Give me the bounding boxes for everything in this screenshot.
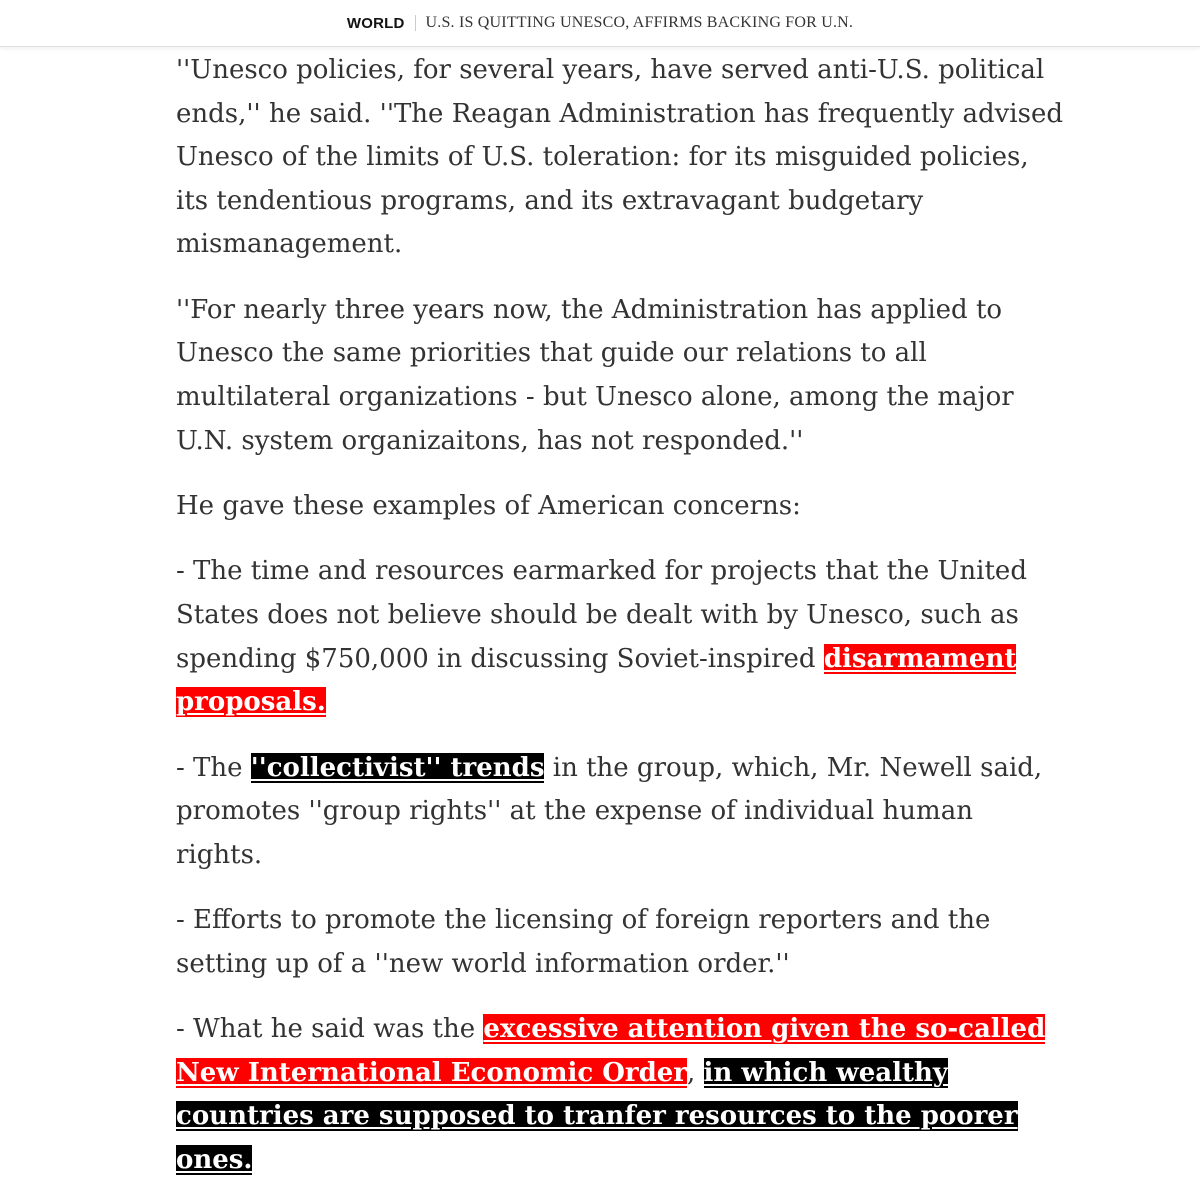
- paragraph-concern-disarmament: [176, 550, 1066, 724]
- highlight-black: ''collectivist'' trends: [250, 752, 545, 783]
- paragraph-concern-collectivist: [176, 747, 1066, 878]
- paragraph-concern-reporters: [176, 899, 1066, 986]
- top-bar: [0, 0, 1200, 47]
- paragraph-quote-priorities: [176, 289, 1066, 463]
- paragraph-quote-policies: [176, 49, 1066, 267]
- paragraph-text: He gave these examples of American concerns:: [176, 490, 801, 521]
- highlight-black: in which wealthy countries are supposed to tranfer resources to the poorer ones.: [176, 1057, 1018, 1175]
- paragraph-text: - Efforts to promote the licensing of foreign reporters and the setting up of a ''new world information order.'': [176, 905, 991, 979]
- paragraph-text: ''For nearly three years now, the Administration has applied to Unesco the same priorities that guide our relations to all multilateral organizations - but Unesco alone, among the major U.N. system organizaitons, has not responded.'': [176, 294, 1014, 456]
- paragraph-text: - What he said was the: [176, 1014, 484, 1045]
- paragraph-text: - The time and resources earmarked for projects that the United States does not believe should be dealt with by Unesco, such as spending $750,000 in discussing Soviet-inspired: [176, 556, 1027, 674]
- paragraph-text: - The: [176, 752, 251, 783]
- highlight-red: excessive attention given the so-called New International Economic Order: [176, 1014, 1046, 1088]
- paragraph-text: ,: [687, 1057, 704, 1088]
- highlight-red: disarmament proposals.: [176, 643, 1017, 718]
- paragraph-concern-economic-order: [176, 1008, 1066, 1182]
- article-headline: U.S. IS QUITTING UNESCO, AFFIRMS BACKING FOR U.N.: [425, 14, 854, 31]
- header-divider: [415, 15, 416, 31]
- section-label[interactable]: WORLD: [346, 14, 405, 32]
- paragraph-text: in the group, which, Mr. Newell said, promotes ''group rights'' at the expense of individual human rights.: [176, 752, 1043, 870]
- article-body: [176, 49, 1066, 1204]
- paragraph-concerns-intro: [176, 485, 1066, 529]
- paragraph-text: ''Unesco policies, for several years, have served anti-U.S. political ends,'' he said. ''The Reagan Administration has frequently advised Unesco of the limits of U.S. toleration: for its misguided policies, its tendentious programs, and its extravagant budgetary mismanagement.: [176, 55, 1063, 260]
